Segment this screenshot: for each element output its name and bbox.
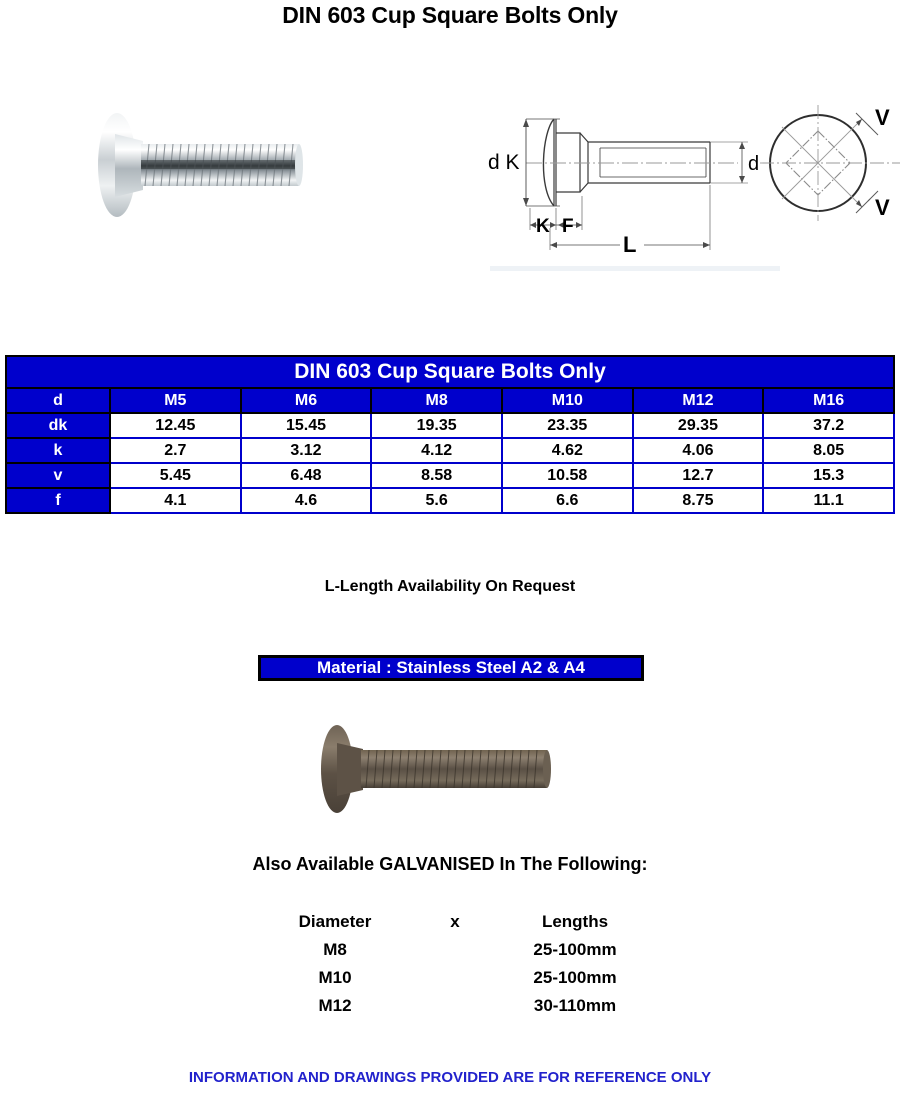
header-label-d: d (6, 388, 110, 413)
galv-spacer (415, 936, 495, 964)
cell-dk-m12: 29.35 (633, 413, 764, 438)
galv-header-multiplier: x (450, 912, 460, 931)
cell-k-m8: 4.12 (371, 438, 502, 463)
dimension-label-d: d (748, 153, 760, 175)
technical-drawing (470, 80, 900, 280)
table-row (6, 413, 894, 438)
table-row (255, 936, 655, 964)
cell-f-m6: 4.6 (241, 488, 372, 513)
cell-dk-m16: 37.2 (763, 413, 894, 438)
galvanised-heading: Also Available GALVANISED In The Following: (252, 854, 648, 874)
row-label-k: k (6, 438, 110, 463)
cell-k-m12: 4.06 (633, 438, 764, 463)
dimension-label-v-bottom: V (875, 195, 890, 220)
galv-lengths-m12: 30-110mm (533, 996, 617, 1015)
header-size-m10: M10 (502, 388, 633, 413)
cell-v-m5: 5.45 (110, 463, 241, 488)
cell-k-m6: 3.12 (241, 438, 372, 463)
table-row (6, 438, 894, 463)
table-title-row (6, 356, 894, 388)
dimension-label-k: K (536, 216, 550, 237)
dimension-label-f: F (562, 216, 574, 237)
header-size-m16: M16 (763, 388, 894, 413)
cell-v-m6: 6.48 (241, 463, 372, 488)
cell-k-m10: 4.62 (502, 438, 633, 463)
galv-header-diameter: Diameter (298, 912, 372, 931)
cell-v-m16: 15.3 (763, 463, 894, 488)
galv-lengths-m10: 25-100mm (533, 968, 617, 987)
galv-diameter-m10: M10 (318, 968, 352, 987)
cell-k-m16: 8.05 (763, 438, 894, 463)
table-header-row (6, 388, 894, 413)
row-label-v: v (6, 463, 110, 488)
row-label-dk: dk (6, 413, 110, 438)
galv-lengths-m8: 25-100mm (533, 940, 617, 959)
table-row (255, 964, 655, 992)
cell-dk-m5: 12.45 (110, 413, 241, 438)
galv-spacer (415, 992, 495, 1020)
galvanised-header-row (255, 908, 655, 936)
table-title: DIN 603 Cup Square Bolts Only (6, 356, 894, 388)
material-banner: Material : Stainless Steel A2 & A4 (258, 655, 644, 681)
length-availability-note: L-Length Availability On Request (324, 578, 576, 595)
table-row (6, 488, 894, 513)
header-size-m12: M12 (633, 388, 764, 413)
dimension-label-v-top: V (875, 105, 890, 130)
footer-disclaimer: INFORMATION AND DRAWINGS PROVIDED ARE FOR REFERENCE ONLY (188, 1069, 712, 1086)
specification-table (5, 355, 895, 514)
cell-v-m8: 8.58 (371, 463, 502, 488)
header-size-m8: M8 (371, 388, 502, 413)
header-size-m5: M5 (110, 388, 241, 413)
galv-header-lengths: Lengths (541, 912, 609, 931)
cell-f-m8: 5.6 (371, 488, 502, 513)
row-label-f: f (6, 488, 110, 513)
header-size-m6: M6 (241, 388, 372, 413)
cell-f-m12: 8.75 (633, 488, 764, 513)
cell-k-m5: 2.7 (110, 438, 241, 463)
table-row (255, 992, 655, 1020)
page-title: DIN 603 Cup Square Bolts Only (282, 2, 618, 28)
dimension-label-l: L (623, 232, 637, 257)
cell-v-m12: 12.7 (633, 463, 764, 488)
cell-dk-m10: 23.35 (502, 413, 633, 438)
galv-diameter-m12: M12 (318, 996, 352, 1015)
cell-f-m10: 6.6 (502, 488, 633, 513)
galv-spacer (415, 964, 495, 992)
cell-f-m5: 4.1 (110, 488, 241, 513)
cell-dk-m6: 15.45 (241, 413, 372, 438)
galvanised-table (255, 908, 655, 1020)
cell-f-m16: 11.1 (763, 488, 894, 513)
cell-dk-m8: 19.35 (371, 413, 502, 438)
cell-v-m10: 10.58 (502, 463, 633, 488)
carriage-bolt-galvanised-photo (305, 718, 563, 820)
galv-diameter-m8: M8 (323, 940, 347, 959)
carriage-bolt-zinc-photo (75, 104, 315, 226)
dimension-label-dk: d K (488, 151, 520, 174)
table-row (6, 463, 894, 488)
